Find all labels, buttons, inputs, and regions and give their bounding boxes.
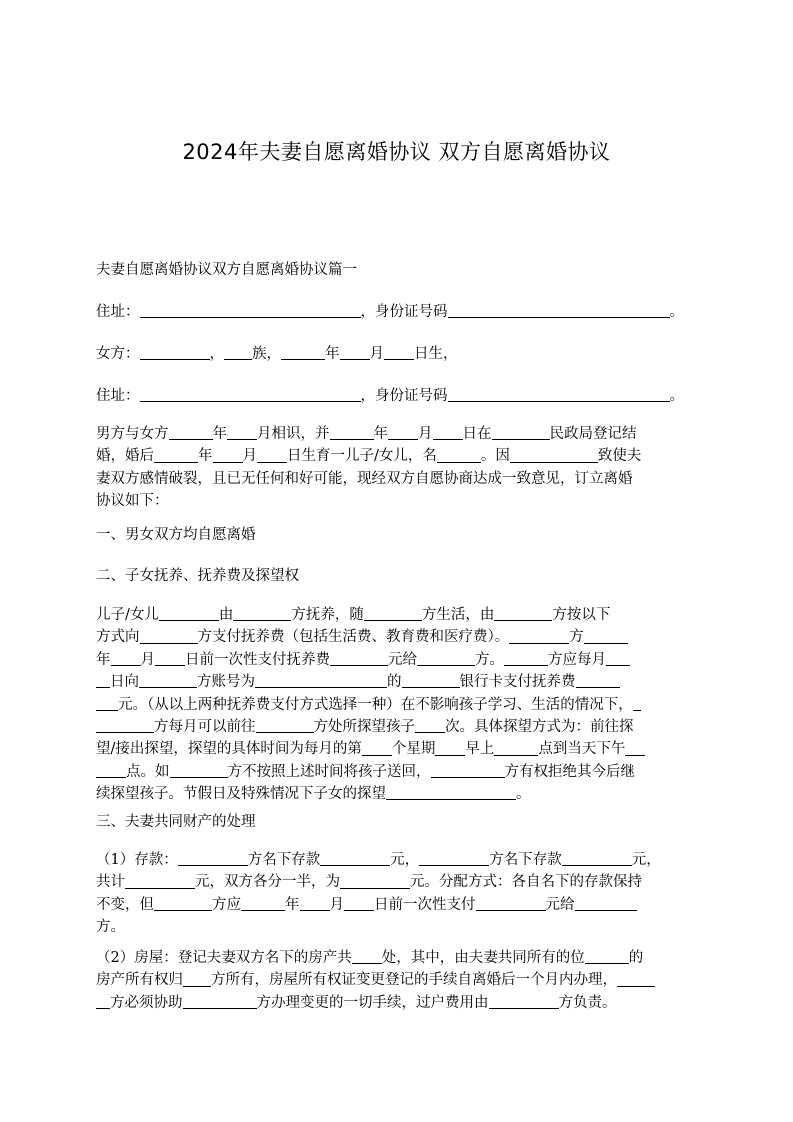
address-line-2: 住址： ，身份证号码 。 <box>96 388 684 404</box>
item-3-heading: 三、夫妻共同财产的处理 <box>96 814 256 830</box>
intro-line: 妻双方感情破裂，且已无任何和好可能，现经双方自愿协商达成一致意见，订立离婚 <box>96 470 633 487</box>
blank[interactable] <box>96 718 154 734</box>
blank[interactable] <box>330 650 388 666</box>
blank[interactable] <box>388 425 418 441</box>
blank[interactable] <box>575 895 637 911</box>
blank[interactable] <box>139 673 197 689</box>
blank[interactable] <box>633 695 641 711</box>
intro-paragraph <box>96 423 641 513</box>
blank[interactable] <box>183 971 211 987</box>
female-line: 女方： ， 族， 年 月 日生， <box>96 346 458 362</box>
blank[interactable] <box>183 993 257 1009</box>
blank[interactable] <box>494 606 552 622</box>
blank[interactable] <box>402 673 460 689</box>
blank[interactable] <box>340 873 410 889</box>
blank[interactable] <box>419 851 489 867</box>
intro-line: 男方与女方 年 月相识，并 年 月 日在 民政局登记结 <box>96 426 637 442</box>
custody-line: 元。（从以上两种抚养费支付方式选择一种）在不影响孩子学习、生活的情况下， <box>96 694 645 716</box>
blank[interactable] <box>344 895 374 911</box>
blank[interactable] <box>431 763 505 779</box>
blank[interactable] <box>170 763 228 779</box>
custody-line: 儿子/女儿 由 方抚养，随 方生活，由 方按以下 <box>96 607 611 623</box>
house-line: 房产所有权归 方所有，房屋所有权证变更登记的手续自离婚后一个月内办理， <box>96 969 655 991</box>
blank[interactable] <box>437 447 481 463</box>
blank[interactable] <box>494 740 538 756</box>
house-line: 方必须协助 方办理变更的一切手续，过户费用由 方负责。 <box>96 992 655 1014</box>
blank[interactable] <box>154 447 198 463</box>
blank[interactable] <box>433 425 463 441</box>
blank[interactable] <box>617 971 655 987</box>
deposit-line: （1）存款： 方名下存款 元， 方名下存款 元， <box>96 852 661 868</box>
blank[interactable] <box>111 650 141 666</box>
blank[interactable] <box>509 628 569 644</box>
female-name-blank[interactable] <box>140 345 210 361</box>
blank[interactable] <box>241 895 285 911</box>
blank[interactable] <box>504 650 548 666</box>
blank[interactable] <box>562 851 632 867</box>
blank[interactable] <box>125 873 195 889</box>
blank[interactable] <box>255 673 387 689</box>
blank[interactable] <box>256 718 314 734</box>
house-line: （2）房屋：登记夫妻双方名下的房产共 处，其中，由夫妻共同所有的位 的 <box>96 950 644 966</box>
intro-line: 协议如下： <box>96 493 169 510</box>
blank[interactable] <box>362 740 392 756</box>
blank[interactable] <box>178 851 248 867</box>
id-number-blank[interactable] <box>448 303 670 319</box>
blank[interactable] <box>96 673 110 689</box>
deposit-paragraph <box>96 849 661 939</box>
blank[interactable] <box>213 447 243 463</box>
address-line-1: 住址： ，身份证号码 。 <box>96 304 684 320</box>
blank[interactable] <box>386 785 516 801</box>
blank[interactable] <box>233 606 291 622</box>
blank[interactable] <box>625 740 645 756</box>
blank[interactable] <box>140 628 198 644</box>
blank[interactable] <box>96 993 110 1009</box>
blank[interactable] <box>476 895 546 911</box>
blank[interactable] <box>159 606 219 622</box>
address-blank[interactable] <box>140 387 361 403</box>
document-title: 2024年夫妻自愿离婚协议 双方自愿离婚协议 <box>182 140 611 164</box>
blank[interactable] <box>169 425 213 441</box>
blank[interactable] <box>489 993 559 1009</box>
intro-line: 婚，婚后 年 月 日生育一儿子/女儿，名 。因 致使夫 <box>96 448 642 465</box>
custody-line: 年 月 日前一次性支付抚养费 元给 方。 方应每月 <box>96 649 645 671</box>
custody-paragraph <box>96 604 645 806</box>
blank[interactable] <box>510 447 598 463</box>
id-number-blank[interactable] <box>448 387 670 403</box>
blank[interactable] <box>300 895 330 911</box>
custody-line: 望/接出探望，探望的具体时间为每月的第 个星期 早上 点到当天下午 <box>96 738 645 760</box>
birth-day-blank[interactable] <box>384 345 414 361</box>
deposit-line: 不变，但 方应 年 月 日前一次性支付 元给 <box>96 894 661 916</box>
blank[interactable] <box>154 895 212 911</box>
custody-line: 方式向 方支付抚养费（包括生活费、教育费和医疗费）。 方 <box>96 626 645 648</box>
blank[interactable] <box>155 650 185 666</box>
blank[interactable] <box>257 447 287 463</box>
blank[interactable] <box>435 740 465 756</box>
ethnicity-blank[interactable] <box>224 345 252 361</box>
custody-line: 日向 方账号为 的 银行卡支付抚养费 <box>96 671 645 693</box>
blank[interactable] <box>417 650 475 666</box>
custody-line: 点。如 方不按照上述时间将孩子送回， 方有权拒绝其今后继 <box>96 761 645 783</box>
deposit-line: 共计 元，双方各分一半，为 元。分配方式：各自名下的存款保持 <box>96 874 642 891</box>
house-paragraph <box>96 947 655 1014</box>
address-blank[interactable] <box>140 303 361 319</box>
blank[interactable] <box>606 650 630 666</box>
blank[interactable] <box>415 718 445 734</box>
birth-month-blank[interactable] <box>340 345 370 361</box>
custody-line: 方每月可以前往 方处所探望孩子 次。具体探望方式为：前往探 <box>96 716 645 738</box>
blank[interactable] <box>492 425 550 441</box>
blank[interactable] <box>584 628 628 644</box>
blank[interactable] <box>227 425 257 441</box>
blank[interactable] <box>576 673 620 689</box>
item-1-heading: 一、男女双方均自愿离婚 <box>96 527 256 543</box>
blank[interactable] <box>96 695 118 711</box>
blank[interactable] <box>96 763 126 779</box>
section-heading: 夫妻自愿离婚协议双方自愿离婚协议篇一 <box>96 262 357 278</box>
deposit-line: 方。 <box>96 919 125 936</box>
blank[interactable] <box>352 949 382 965</box>
blank[interactable] <box>320 851 390 867</box>
birth-year-blank[interactable] <box>281 345 325 361</box>
blank[interactable] <box>585 949 629 965</box>
item-2-heading: 二、子女抚养、抚养费及探望权 <box>96 568 299 584</box>
blank[interactable] <box>364 606 422 622</box>
blank[interactable] <box>330 425 374 441</box>
custody-line: 续探望孩子。节假日及特殊情况下子女的探望 。 <box>96 786 531 803</box>
